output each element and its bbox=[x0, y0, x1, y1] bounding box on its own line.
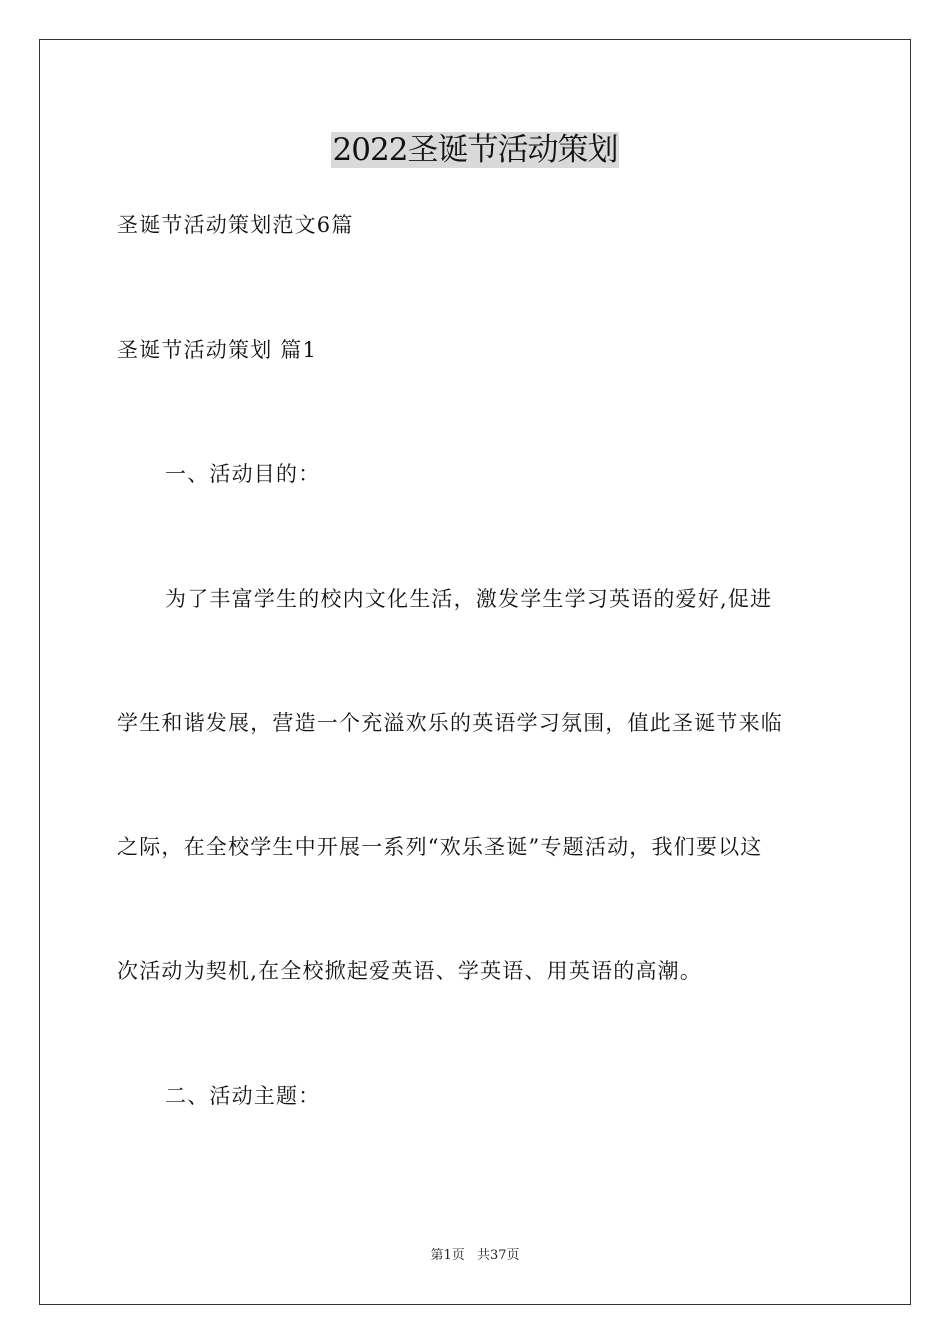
document-title bbox=[0, 128, 950, 172]
section-heading: 圣诞节活动策划 篇1 bbox=[117, 338, 318, 362]
document-title-text: 2022圣诞节活动策划 bbox=[332, 132, 618, 168]
paragraph-heading-purpose: 一、活动目的： bbox=[165, 462, 321, 486]
body-text-line: 之际，在全校学生中开展一系列“欢乐圣诞”专题活动，我们要以这 bbox=[117, 835, 763, 859]
page-total: 共37页 bbox=[476, 1248, 520, 1263]
paragraph-heading-theme: 二、活动主题： bbox=[165, 1084, 321, 1108]
body-text-line: 学生和谐发展，营造一个充溢欢乐的英语学习氛围，值此圣诞节来临 bbox=[117, 711, 783, 735]
page-footer bbox=[0, 1247, 950, 1265]
body-text-line: 次活动为契机,在全校掀起爱英语、学英语、用英语的高潮。 bbox=[117, 959, 703, 983]
subtitle: 圣诞节活动策划范文6篇 bbox=[117, 213, 354, 237]
page-number: 第1页 bbox=[430, 1248, 465, 1263]
body-text-line: 为了丰富学生的校内文化生活，激发学生学习英语的爱好,促进 bbox=[165, 587, 773, 611]
